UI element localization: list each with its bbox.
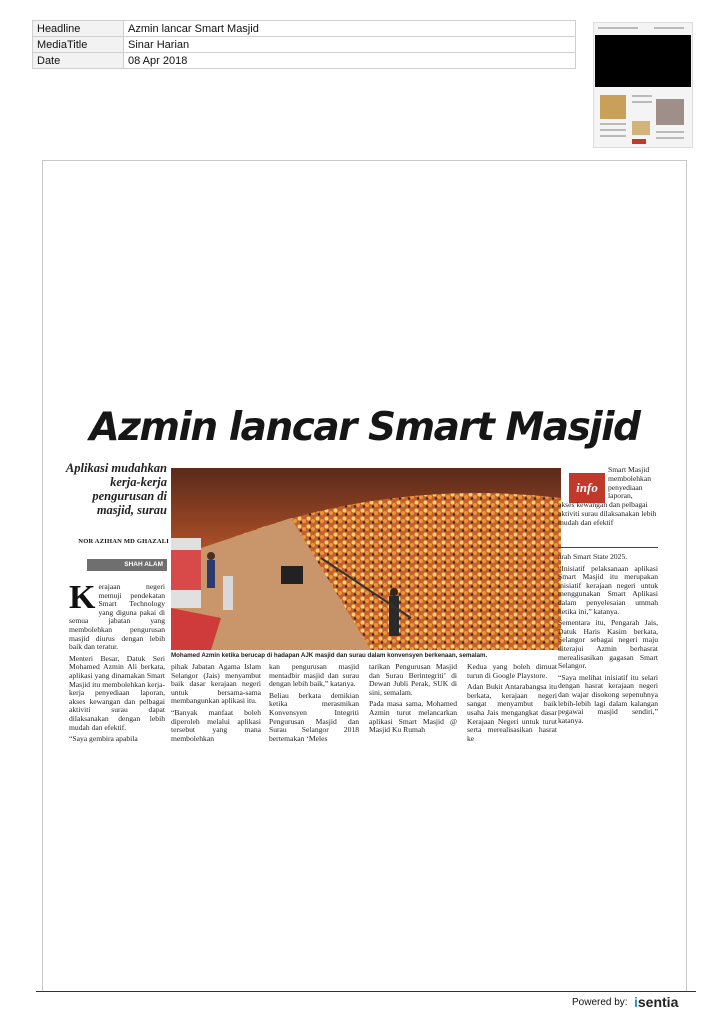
- article-column-5: [467, 663, 557, 746]
- paragraph: Kedua yang boleh dimuat turun di Google Playstore.: [467, 662, 557, 680]
- article-photo: [171, 468, 561, 650]
- photo-caption: Mohamed Azmin ketika berucap di hadapan AJK masjid dan surau dalam konvensyen berkenaan, semalam.: [171, 652, 488, 659]
- meta-key: MediaTitle: [33, 37, 124, 53]
- info-divider: [558, 547, 658, 548]
- page-thumbnail: [593, 22, 693, 148]
- paragraph: Sementara itu, Pengarah Jais, Datuk Haris Kasim berkata, Selangor sebagai negeri maju diterajui Azmin berhasrat merealisasikan gagasan Smart Selangor.: [558, 618, 658, 671]
- article-column-6: [558, 553, 658, 728]
- meta-value: 08 Apr 2018: [124, 53, 576, 69]
- article-column-4: [369, 663, 457, 738]
- paragraph: Beliau berkata demikian ketika merasmikan Konvensyen Integriti Pengurusan Masjid dan Surau Selangor 2018 bertemakan ‘Meles: [269, 690, 359, 743]
- paragraph: Adan Bukit Antarabangsa itu berkata, kerajaan negeri sangat menyambut baik usaha Jais mengangkat dasar Kerajaan Negeri untuk turut serta merealisasikan hasrat ke: [467, 682, 557, 743]
- paragraph: tarikan Pengurusan Masjid dan Surau Berintegriti’ di Dewan Jubli Perak, SUK di sini, semalam.: [369, 662, 457, 697]
- location-tag: SHAH ALAM: [87, 559, 167, 571]
- paragraph: pihak Jabatan Agama Islam Selangor (Jais) menyambut baik dasar kerajaan negeri untuk bersama-sama membangunkan aplikasi itu.: [171, 662, 261, 706]
- meta-key: Date: [33, 53, 124, 69]
- article-column-1: [69, 579, 165, 747]
- meta-value: Azmin lancar Smart Masjid: [124, 21, 576, 37]
- info-box-text: Smart Masjid membolehkan penyediaan laporan, akses kewangan dan pelbagai aktiviti surau dilaksanakan lebih mudah dan efektif: [558, 465, 657, 527]
- article-byline: NOR AZIHAN MD GHAZALI: [78, 538, 169, 545]
- meta-value: Sinar Harian: [124, 37, 576, 53]
- drop-cap: K: [69, 579, 96, 616]
- info-badge: info: [569, 473, 605, 503]
- powered-by-label: Powered by:: [572, 997, 628, 1008]
- metadata-table: [32, 20, 576, 69]
- paragraph: Menteri Besar, Datuk Seri Mohamed Azmin Ali berkata, aplikasi yang dinamakan Smart Masjid itu membolehkan kerja-kerja penyediaan laporan, akses kewangan dan pelbagai aktiviti surau dapat dilaksanakan dengan lebih mudah dan efektif.: [69, 653, 165, 732]
- article-column-2: [171, 663, 261, 746]
- paragraph: arah Smart State 2025.: [558, 552, 628, 561]
- paragraph: “Saya melihat inisiatif itu selari dengan hasrat kerajaan negeri dan wajar disokong sepenuhnya lebih-lebih lagi dalam kalangan pegawai masjid sendiri,” katanya.: [558, 672, 658, 725]
- meta-row-date: [33, 53, 576, 69]
- isentia-logo: isentia: [634, 994, 679, 1010]
- paragraph: “Banyak manfaat boleh diperoleh melalui aplikasi tersebut yang mana membolehkan: [171, 707, 261, 743]
- paragraph: “Inisiatif pelaksanaan aplikasi Smart Masjid itu merupakan inisiatif kerajaan negeri untuk menggunakan Smart Aplikasi dalam penyelesaian ummah ketika ini,” katanya.: [558, 563, 658, 616]
- article-column-3: [269, 663, 359, 746]
- article-clipping: [42, 160, 687, 992]
- paragraph: Pada masa sama, Mohamed Azmin turut melancarkan aplikasi Smart Masjid @ Masjid Ku Rumah: [369, 699, 457, 735]
- meta-key: Headline: [33, 21, 124, 37]
- paragraph: Kerajaan negeri memuji pendekatan Smart Technology yang diguna pakai di semua jabatan yang membolehkan pengurusan masjid diurus dengan lebih baik dan teratur.: [69, 579, 165, 652]
- article-headline: Azmin lancar Smart Masjid: [89, 405, 640, 450]
- meta-row-media: [33, 37, 576, 53]
- article-subhead: Aplikasi mudahkan kerja-kerja pengurusan di masjid, surau: [65, 461, 167, 517]
- paragraph: “Saya gembira apabila: [69, 734, 138, 744]
- meta-row-headline: [33, 21, 576, 37]
- footer-divider: [36, 991, 696, 992]
- paragraph: kan pengurusan masjid mentadbir masjid dan surau dengan lebih baik,” katanya.: [269, 662, 359, 689]
